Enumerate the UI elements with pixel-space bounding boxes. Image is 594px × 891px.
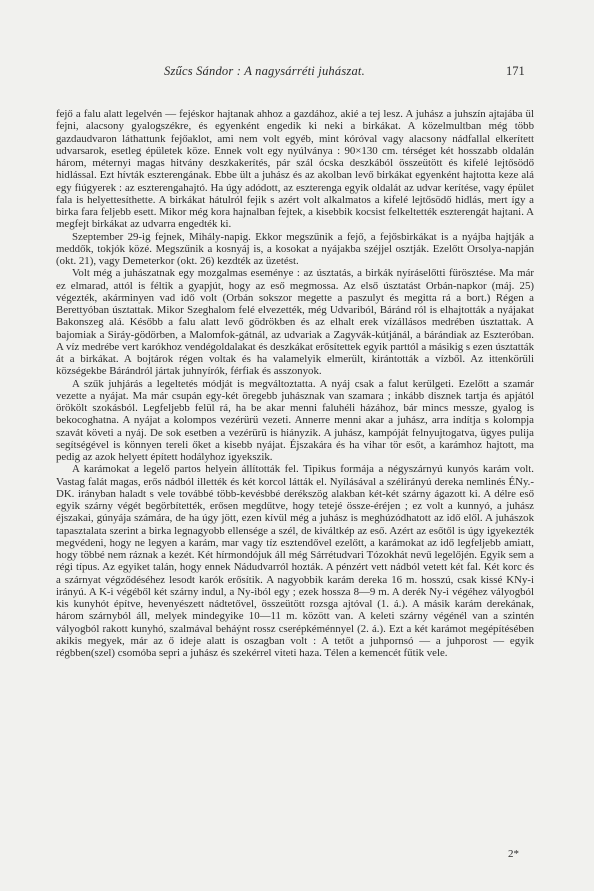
- paragraph: Szeptember 29-ig fejnek, Mihály-napig. Ekkor megszűnik a fejő, a fejősbirkákat is a nyájba hajtják a meddők, tokjók közé. Megszűnik a kosnyáj is, a kosokat a nyájakba széjjel osztják. Ezelőtt Orsolya-napján (okt. 21), vagy Demeterkor (okt. 26) kezdték az üzetést.: [56, 230, 534, 267]
- page-number: 171: [506, 64, 525, 78]
- page-header: [0, 64, 594, 82]
- paragraph: A karámokat a legelő partos helyein állították fel. Tipikus formája a négyszárnyú kunyós karám volt. Vastag falát magas, erős nádból illették és két korcol látták el. Nyílásával a szélirányú dereka nemlinés ÉNy.-DK. irányban haladt s vele továbbé több-kevésbbé derékszög alakban két-két szárny ágazott ki. A délre eső egyik szárny végét begörbítették, erősen megdűtve, hogy tetejé össze-éréjen ; ez volt a kunnyó, a juhász éjszakai, gúnyája számára, de ha úgy jött, ezen kívül még a juhász is meghúzódhatott az idő elől. A juhászok tapasztalata szerint a birka legnagyobb ellensége a szél, de kiváltkép az eső. Azért az esőtől is úgy igyekezték megvédeni, hogy ne legyen a karám, mar vagy tíz esztendővel ezelőtt, a karámokat az idő legfeljebb amiatt, hogy többé nem ráznak a kezét. Két hírmondójuk áll még Sárrétudvari Tózokhát nevű legelőjén. Egyik sem a régi típus. Az egyiket talán, hogy ennek Nádudvarról hozták. A pénzért vett nádból vetett két fal. Két korc és a szárnyat végződéséhez lesodt karók erősítik. A nagyobbik karám dereka 16 m. hosszú, csak kissé KNy-i irányú. A K-i végéből két szárny indul, a Ny-iból egy ; ezek hossza 8—9 m. A derék Ny-i végéhez vályogból kis kunyhót építve, hevenyészett nádtetővel, összeütött rozsga ajtóval (1. á.). A másik karám derekának, három szárnyból áll, melyek mindegyike 10—11 m. között van. A keleti szárny végénél van a szintén vályogból rakott kunyhó, szalmával beháýnt rossz cserépkéménnyel (2. á.). Ezt a két karámot megépítésében akikis megyek, már az ő ideje alatt is oszagban volt : A tetőt a juhpornsó — a juhporost — egyik régbben(szel) csomóba sepri a juhász és szekérrel viteti haza. Télen a kemencét fűtik vele.: [56, 463, 534, 659]
- body-text: [56, 108, 534, 659]
- paragraph: fejő a falu alatt legelvén — fejéskor hajtanak ahhoz a gazdához, akié a tej lesz. A juhász a juhszín ajtajába ül fejni, alacsony gyalogszékre, és egyenként engedik ki neki a birkákat. A közelmultban még több gazdaudvaron láthattunk fejőaklot, ami nem volt egyéb, mint kóróval vagy alacsony nádfallal elkerített udvarsarok, esetleg épületek köze. Ennek volt egy nyúlványa : 90×130 cm. térséget két hosszabb oldalán három, méternyi magas hitvány deszkakerítés, pár szál ócska deszkából összeütött és kifelé lejtősödő hidlással. Ezt hívták eszterengának. Ebbe ült a juhász és az akolban levő birkákat egyenként hajtotta keze alá egy fiúgyerek : az eszterengahajtó. Ha úgy adódott, az eszterenga egyik oldalát az udvar kerítése, vagy épület fala is helyettesíthette. A birkákat hátulról fejik s azért volt alkalmatos a kifelé lejtősödő hidlás, mert így a birka fara feljebb esett. Mikor még kora hajnalban fejtek, a kisebbik kocsist felkeltették eszterengát hajtani. A megfejt birkákat az udvarra engedték ki.: [56, 108, 534, 231]
- running-title: Szűcs Sándor : A nagysárréti juhászat.: [164, 64, 365, 78]
- paragraph: A szűk juhjárás a legeltetés módját is megváltoztatta. A nyáj csak a falut kerülgeti. Ezelőtt a szamár vezette a nyájat. Ma már csupán egy-két öregebb juhásznak van szamara ; inkább disznek tartja és apjától örökölt szokásból. Legfeljebb felül rá, ha be akar menni faluhéli házához, bár mincs messze, gyalog is bekocoghatna. A nyájat a kolompos vezérürü vezeti. Annerre menni akar a juhász, arra indítja s kolompja szavát követi a nyáj. De sok esetben a vezérürü is hiányzik. A juhász, kampóját felnyujtogatva, ügyes pulija segítségével is könnyen tereli őket a kisebb nyájat. Éjszakára és ha vihar tör esőt, a karámhoz hajtott, ma pedig az azok helyett épített hodályhoz igyekszik.: [56, 377, 534, 463]
- signature-mark: 2*: [508, 848, 519, 860]
- paragraph: Volt még a juhászatnak egy mozgalmas eseménye : az úsztatás, a birkák nyíráselőtti fürösztése. Ma már ez elmarad, attól is féltik a gyapjút, hogy az eső megmossa. Az első úsztatást Orbán-napkor (máj. 25) végezték, akárminyen vad idő volt (Orbán sokszor megette a paszulyt és megitta rá a bort.) Régen a Berettyóban úsztattak. Mikor Szeghalom felé elvezették, még Udvariból, Báránd ról is elhajtották a nyájakat Bakonszeg alá. Később a falu alatt levő gödrökben és az elhalt erek vízállásos medrében úsztattak. A bajomiak a Siráy-gödörben, a Malomfok-gátnál, az udvariak a Zagyvák-kútjánál, a bárándiak az Eszteróban. A víz medrébe vert karókhoz vendégoldalakat és deszkákat erősítettek egyik parttól a másikig s ezen úsztatták át a birkákat. A bojtárok régen voltak és ha valamelyik elmerült, kirántották a vízből. Az ittenkörüli községekbe Bárándról jártak juhnyírók, férfiak és asszonyok.: [56, 267, 534, 378]
